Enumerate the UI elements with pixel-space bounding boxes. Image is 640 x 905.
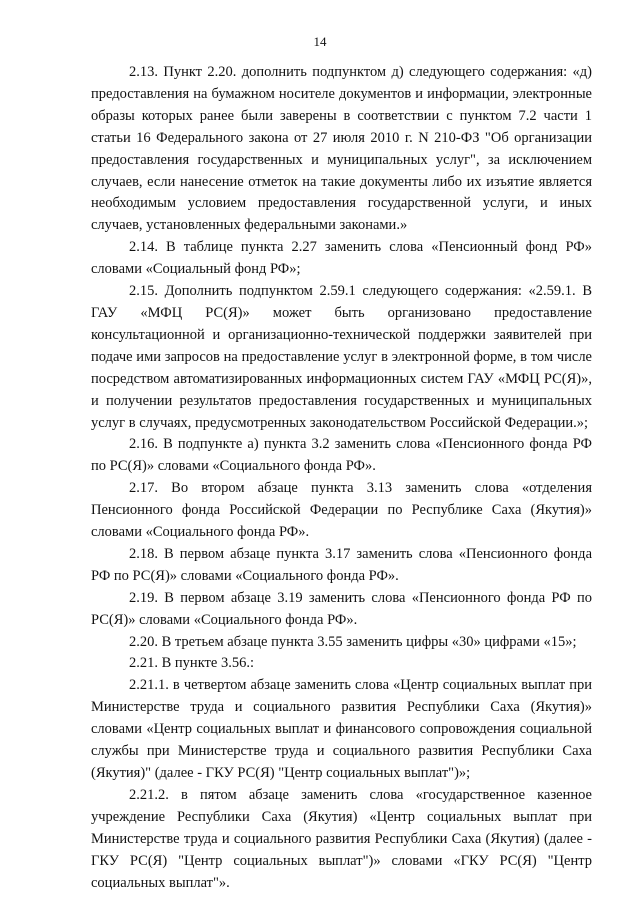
paragraph-2-21: 2.21. В пункте 3.56.: [129, 655, 254, 672]
paragraph-2-17: 2.17. Во втором абзаце пункта 3.13 заменить слова «отделения Пенсионного фонда Российской Федерации по Республике Саха (Якутия)» словами «Социального фонда РФ». [91, 480, 592, 541]
document-body [91, 62, 592, 894]
paragraph-2-21-2: 2.21.2. в пятом абзаце заменить слова «государственное казенное учреждение Республики Саха (Якутия) «Центр социальных выплат при Министерстве труда и социального развития Республики Саха (Якутия) (далее - ГКУ РС(Я) "Центр социальных выплат")» словами «ГКУ РС(Я) "Центр социальных выплат"». [91, 786, 592, 891]
paragraph-2-21-1: 2.21.1. в четвертом абзаце заменить слова «Центр социальных выплат при Министерстве труда и социального развития Республики Саха (Якутия)» словами «Центр социальных выплат и финансового сопровождения социальной службы при Министерстве труда и социального развития Республики Саха (Якутия)" (далее - ГКУ РС(Я) "Центр социальных выплат")»; [91, 677, 592, 781]
paragraph-2-18: 2.18. В первом абзаце пункта 3.17 заменить слова «Пенсионного фонда РФ по РС(Я)» словами «Социального фонда РФ». [91, 545, 592, 584]
paragraph-2-20: 2.20. В третьем абзаце пункта 3.55 заменить цифры «30» цифрами «15»; [129, 633, 577, 650]
paragraph-2-13: 2.13. Пункт 2.20. дополнить подпунктом д) следующего содержания: «д) предоставления на бумажном носителе документов и информации, электронные образы которых ранее были заверены в соответствии с пунктом 7.2 части 1 статьи 16 Федерального закона от 27 июля 2010 г. N 210-ФЗ "Об организации предоставления государственных и муниципальных услуг", за исключением случаев, если нанесение отметок на такие документы либо их изъятие является необходимым условием предоставления государственной услуги, и иных случаев, установленных федеральными законами.» [91, 64, 592, 234]
paragraph-2-15: 2.15. Дополнить подпунктом 2.59.1 следующего содержания: «2.59.1. В ГАУ «МФЦ РС(Я)» может быть организовано предоставление консультационной и организационно-технической поддержки заявителей при подаче ими запросов на предоставление услуг в электронной форме, в том числе посредством автоматизированных информационных систем ГАУ «МФЦ РС(Я)», и получении результатов предоставления государственных и муниципальных услуг в случаях, предусмотренных законодательством Российской Федерации.»; [91, 283, 592, 431]
paragraph-2-16: 2.16. В подпункте а) пункта 3.2 заменить слова «Пенсионного фонда РФ по РС(Я)» словами «Социального фонда РФ». [91, 436, 592, 475]
paragraph-2-19: 2.19. В первом абзаце 3.19 заменить слова «Пенсионного фонда РФ по РС(Я)» словами «Социального фонда РФ». [91, 589, 592, 628]
page-number: 14 [313, 34, 327, 49]
paragraph-2-14: 2.14. В таблице пункта 2.27 заменить слова «Пенсионный фонд РФ» словами «Социальный фонд РФ»; [91, 239, 592, 278]
